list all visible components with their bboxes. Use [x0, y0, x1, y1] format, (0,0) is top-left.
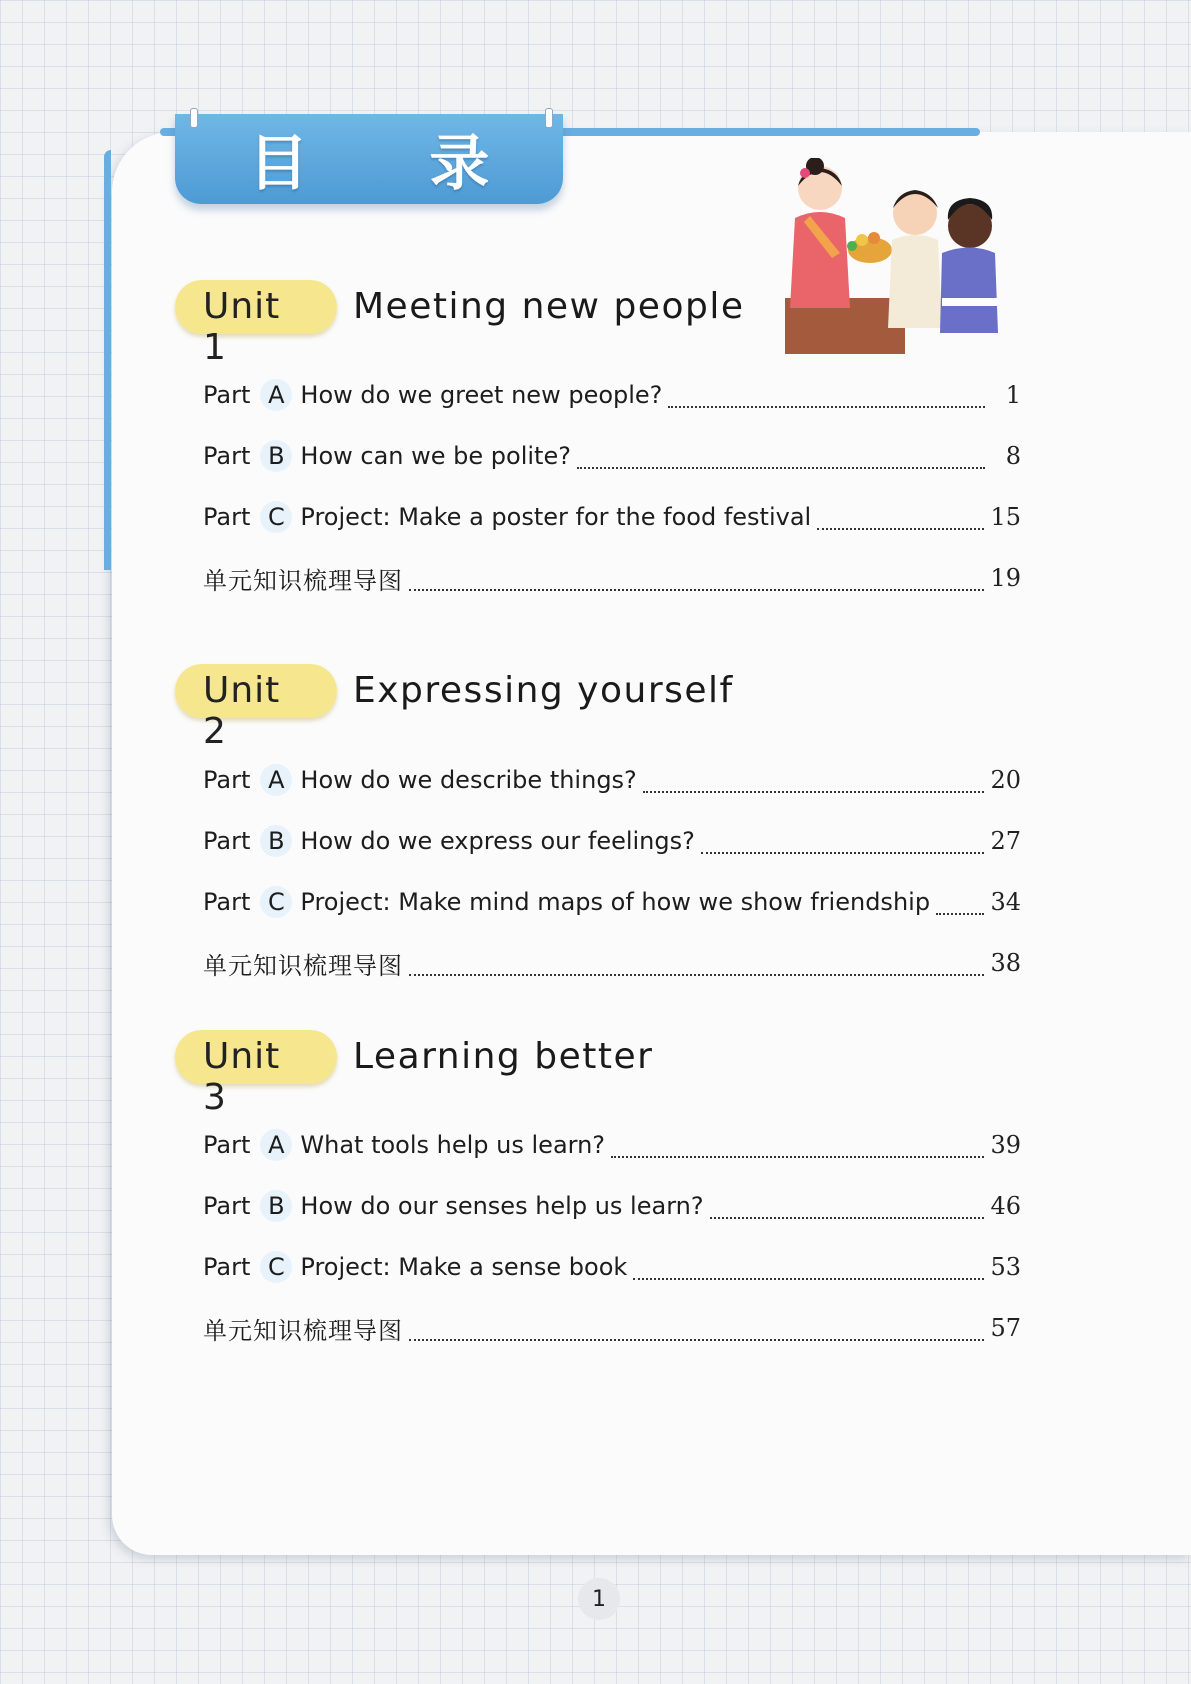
page-number: 19	[990, 564, 1021, 592]
part-letter-badge: C	[260, 1251, 292, 1283]
girl-dress	[790, 212, 850, 308]
part-word: Part	[203, 442, 251, 470]
page-number: 20	[990, 766, 1021, 794]
page-number: 8	[1005, 442, 1021, 470]
part-letter-badge: A	[260, 379, 292, 411]
unit-3-label: Unit 3	[203, 1036, 281, 1118]
part-letter-badge: C	[260, 886, 292, 918]
toc-row-unit1-part-c[interactable]	[203, 497, 1021, 537]
part-letter-badge: B	[260, 1190, 292, 1222]
page-number: 34	[990, 888, 1021, 916]
part-letter-badge: B	[260, 825, 292, 857]
unit-3-name: Learning better	[353, 1036, 654, 1077]
page-number: 53	[990, 1253, 1021, 1281]
toc-row-title: Project: Make mind maps of how we show friendship	[300, 888, 931, 916]
toc-row-unit2-part-a[interactable]	[203, 760, 1021, 800]
toc-row-title: 单元知识梳理导图	[203, 951, 403, 980]
dot-leader	[668, 382, 985, 408]
dot-leader	[710, 1193, 985, 1219]
part-word: Part	[203, 381, 251, 409]
fruit-3	[847, 241, 857, 251]
page-number: 57	[990, 1314, 1021, 1342]
toc-row-unit3-part-a[interactable]	[203, 1125, 1021, 1165]
unit-1-name: Meeting new people	[353, 286, 745, 327]
toc-row-unit1-summary[interactable]	[203, 558, 1021, 598]
toc-row-unit3-part-c[interactable]	[203, 1247, 1021, 1287]
part-letter-badge: A	[260, 1129, 292, 1161]
dot-leader	[577, 443, 985, 469]
toc-row-title: What tools help us learn?	[300, 1131, 606, 1159]
page-number: 27	[990, 827, 1021, 855]
page-number: 38	[990, 949, 1021, 977]
part-word: Part	[203, 1131, 251, 1159]
toc-row-title: 单元知识梳理导图	[203, 1316, 403, 1345]
toc-row-title: Project: Make a sense book	[300, 1253, 628, 1281]
toc-row-unit1-part-b[interactable]	[203, 436, 1021, 476]
toc-row-unit2-part-c[interactable]	[203, 882, 1021, 922]
dot-leader	[701, 828, 985, 854]
side-accent-bar	[104, 150, 111, 570]
girl-flower	[800, 168, 810, 178]
children-illustration	[780, 158, 1020, 358]
page-number: 39	[990, 1131, 1021, 1159]
dot-leader	[409, 565, 984, 591]
unit-2-label: Unit 2	[203, 670, 281, 752]
unit-1-label: Unit 1	[203, 286, 281, 368]
toc-row-title: Project: Make a poster for the food festival	[300, 503, 812, 531]
boy2-stripe	[942, 298, 998, 306]
fruit-2	[868, 232, 880, 244]
part-word: Part	[203, 766, 251, 794]
toc-row-title: 单元知识梳理导图	[203, 566, 403, 595]
dot-leader	[633, 1254, 984, 1280]
dot-leader	[936, 889, 984, 915]
page-title: 目 录	[248, 129, 540, 199]
part-word: Part	[203, 1253, 251, 1281]
toc-row-unit1-part-a[interactable]	[203, 375, 1021, 415]
part-word: Part	[203, 888, 251, 916]
toc-row-title: How do we describe things?	[300, 766, 637, 794]
fruit-1	[856, 234, 868, 246]
toc-row-unit2-summary[interactable]	[203, 943, 1021, 983]
boy-shirt	[888, 235, 942, 328]
toc-row-title: How do our senses help us learn?	[300, 1192, 704, 1220]
dot-leader	[409, 950, 984, 976]
page-number-badge: 1	[578, 1578, 620, 1620]
dot-leader	[643, 767, 985, 793]
toc-row-title: How can we be polite?	[300, 442, 571, 470]
dot-leader	[817, 504, 984, 530]
page-number: 15	[990, 503, 1021, 531]
toc-row-unit3-summary[interactable]	[203, 1308, 1021, 1348]
part-word: Part	[203, 827, 251, 855]
boy2-shirt	[940, 248, 998, 334]
part-letter-badge: A	[260, 764, 292, 796]
page-number: 1	[1005, 381, 1021, 409]
unit-2-name: Expressing yourself	[353, 670, 734, 711]
part-letter-badge: B	[260, 440, 292, 472]
part-word: Part	[203, 1192, 251, 1220]
toc-row-unit2-part-b[interactable]	[203, 821, 1021, 861]
dot-leader	[409, 1315, 984, 1341]
toc-row-title: How do we express our feelings?	[300, 827, 695, 855]
part-word: Part	[203, 503, 251, 531]
dot-leader	[611, 1132, 984, 1158]
page-number: 46	[990, 1192, 1021, 1220]
toc-row-unit3-part-b[interactable]	[203, 1186, 1021, 1226]
part-letter-badge: C	[260, 501, 292, 533]
toc-row-title: How do we greet new people?	[300, 381, 663, 409]
